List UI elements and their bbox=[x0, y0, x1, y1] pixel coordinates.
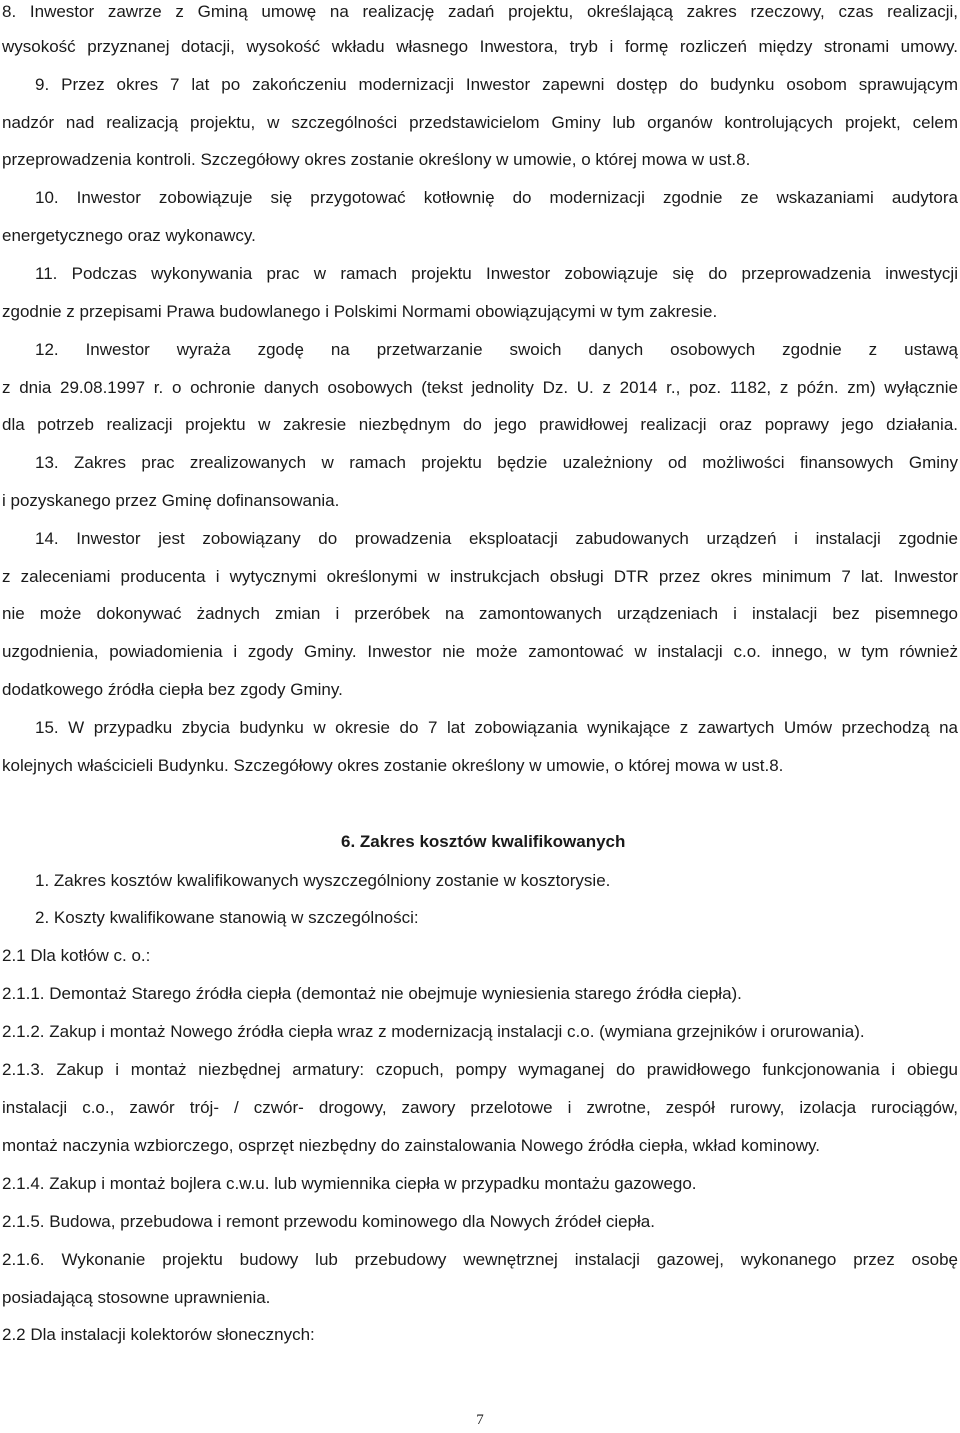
text-line: 2.1.2. Zakup i montaż Nowego źródła ciepła wraz z modernizacją instalacji c.o. (wymiana grzejników i orurowania). bbox=[2, 1022, 865, 1041]
text-line: 2.1.1. Demontaż Starego źródła ciepła (demontaż nie obejmuje wyniesienia starego źródła ciepła). bbox=[2, 984, 742, 1003]
text-line: 14. Inwestor jest zobowiązany do prowadzenia eksploatacji zabudowanych urządzeń i instalacji zgodnie bbox=[35, 529, 958, 548]
text-line: 1. Zakres kosztów kwalifikowanych wyszczególniony zostanie w kosztorysie. bbox=[35, 871, 611, 890]
text-line: 9. Przez okres 7 lat po zakończeniu modernizacji Inwestor zapewni dostęp do budynku osobom sprawującym bbox=[35, 75, 958, 94]
text-line: i pozyskanego przez Gminę dofinansowania. bbox=[2, 491, 340, 510]
text-line: zgodnie z przepisami Prawa budowlanego i Polskimi Normami obowiązującymi w tym zakresie. bbox=[2, 302, 718, 321]
text-line: nadzór nad realizacją projektu, w szczególności przedstawicielom Gminy lub organów kontrolujących projekt, celem bbox=[2, 113, 958, 132]
text-line: 2.1.5. Budowa, przebudowa i remont przewodu kominowego dla Nowych źródeł ciepła. bbox=[2, 1212, 655, 1231]
text-line: 2.1.4. Zakup i montaż bojlera c.w.u. lub wymiennika ciepła w przypadku montażu gazowego. bbox=[2, 1174, 697, 1193]
text-line: 2.1.6. Wykonanie projektu budowy lub przebudowy wewnętrznej instalacji gazowej, wykonanego przez osobę bbox=[2, 1250, 958, 1269]
text-line: 2.1.3. Zakup i montaż niezbędnej armatury: czopuch, pompy wymaganej do prawidłowego funkcjonowania i obiegu bbox=[2, 1060, 958, 1079]
text-line: nie może dokonywać żadnych zmian i przeróbek na zamontowanych urządzeniach i instalacji bez pisemnego bbox=[2, 604, 958, 623]
text-line: wysokość przyznanej dotacji, wysokość wkładu własnego Inwestora, tryb i formę rozliczeń między stronami umowy. bbox=[2, 37, 958, 56]
section-heading: 6. Zakres kosztów kwalifikowanych bbox=[341, 832, 626, 851]
text-line: montaż naczynia wzbiorczego, osprzęt niezbędny do zainstalowania Nowego źródła ciepła, wkład kominowy. bbox=[2, 1136, 821, 1155]
text-line: z dnia 29.08.1997 r. o ochronie danych osobowych (tekst jednolity Dz. U. z 2014 r., poz. 1182, z późn. zm) wyłącznie bbox=[2, 378, 958, 397]
text-line: 13. Zakres prac zrealizowanych w ramach projektu będzie uzależniony od możliwości finansowych Gminy bbox=[35, 453, 958, 472]
page-number: 7 bbox=[476, 1412, 484, 1428]
text-line: z zaleceniami producenta i wytycznymi określonymi w instrukcjach obsługi DTR przez okres minimum 7 lat. Inwestor bbox=[2, 567, 958, 586]
text-line: uzgodnienia, powiadomienia i zgody Gminy. Inwestor nie może zamontować w instalacji c.o. innego, w tym również bbox=[2, 642, 958, 661]
text-line: dodatkowego źródła ciepła bez zgody Gminy. bbox=[2, 680, 343, 699]
text-line: kolejnych właścicieli Budynku. Szczegółowy okres zostanie określony w umowie, o której mowa w ust.8. bbox=[2, 756, 784, 775]
text-line: 2.2 Dla instalacji kolektorów słonecznych: bbox=[2, 1325, 315, 1344]
text-line: dla potrzeb realizacji projektu w zakresie niezbędnym do jego prawidłowej realizacji oraz poprawy jego działania. bbox=[2, 415, 958, 434]
text-line: 15. W przypadku zbycia budynku w okresie do 7 lat zobowiązania wynikające z zawartych Umów przechodzą na bbox=[35, 718, 958, 737]
text-line: 10. Inwestor zobowiązuje się przygotować kotłownię do modernizacji zgodnie ze wskazaniami audytora bbox=[35, 188, 958, 207]
text-line: 8. Inwestor zawrze z Gminą umowę na realizację zadań projektu, określającą zakres rzeczowy, czas realizacji, bbox=[2, 2, 958, 21]
text-line: posiadającą stosowne uprawnienia. bbox=[2, 1288, 271, 1307]
text-line: przeprowadzenia kontroli. Szczegółowy okres zostanie określony w umowie, o której mowa w ust.8. bbox=[2, 150, 751, 169]
text-line: 2.1 Dla kotłów c. o.: bbox=[2, 946, 151, 965]
text-line: 2. Koszty kwalifikowane stanowią w szczególności: bbox=[35, 908, 419, 927]
text-line: energetycznego oraz wykonawcy. bbox=[2, 226, 256, 245]
text-line: 11. Podczas wykonywania prac w ramach projektu Inwestor zobowiązuje się do przeprowadzenia inwestycji bbox=[35, 264, 958, 283]
text-line: instalacji c.o., zawór trój- / czwór- drogowy, zawory przelotowe i zwrotne, zespół rurowy, izolacja rurociągów, bbox=[2, 1098, 958, 1117]
text-line: 12. Inwestor wyraża zgodę na przetwarzanie swoich danych osobowych zgodnie z ustawą bbox=[35, 340, 958, 359]
